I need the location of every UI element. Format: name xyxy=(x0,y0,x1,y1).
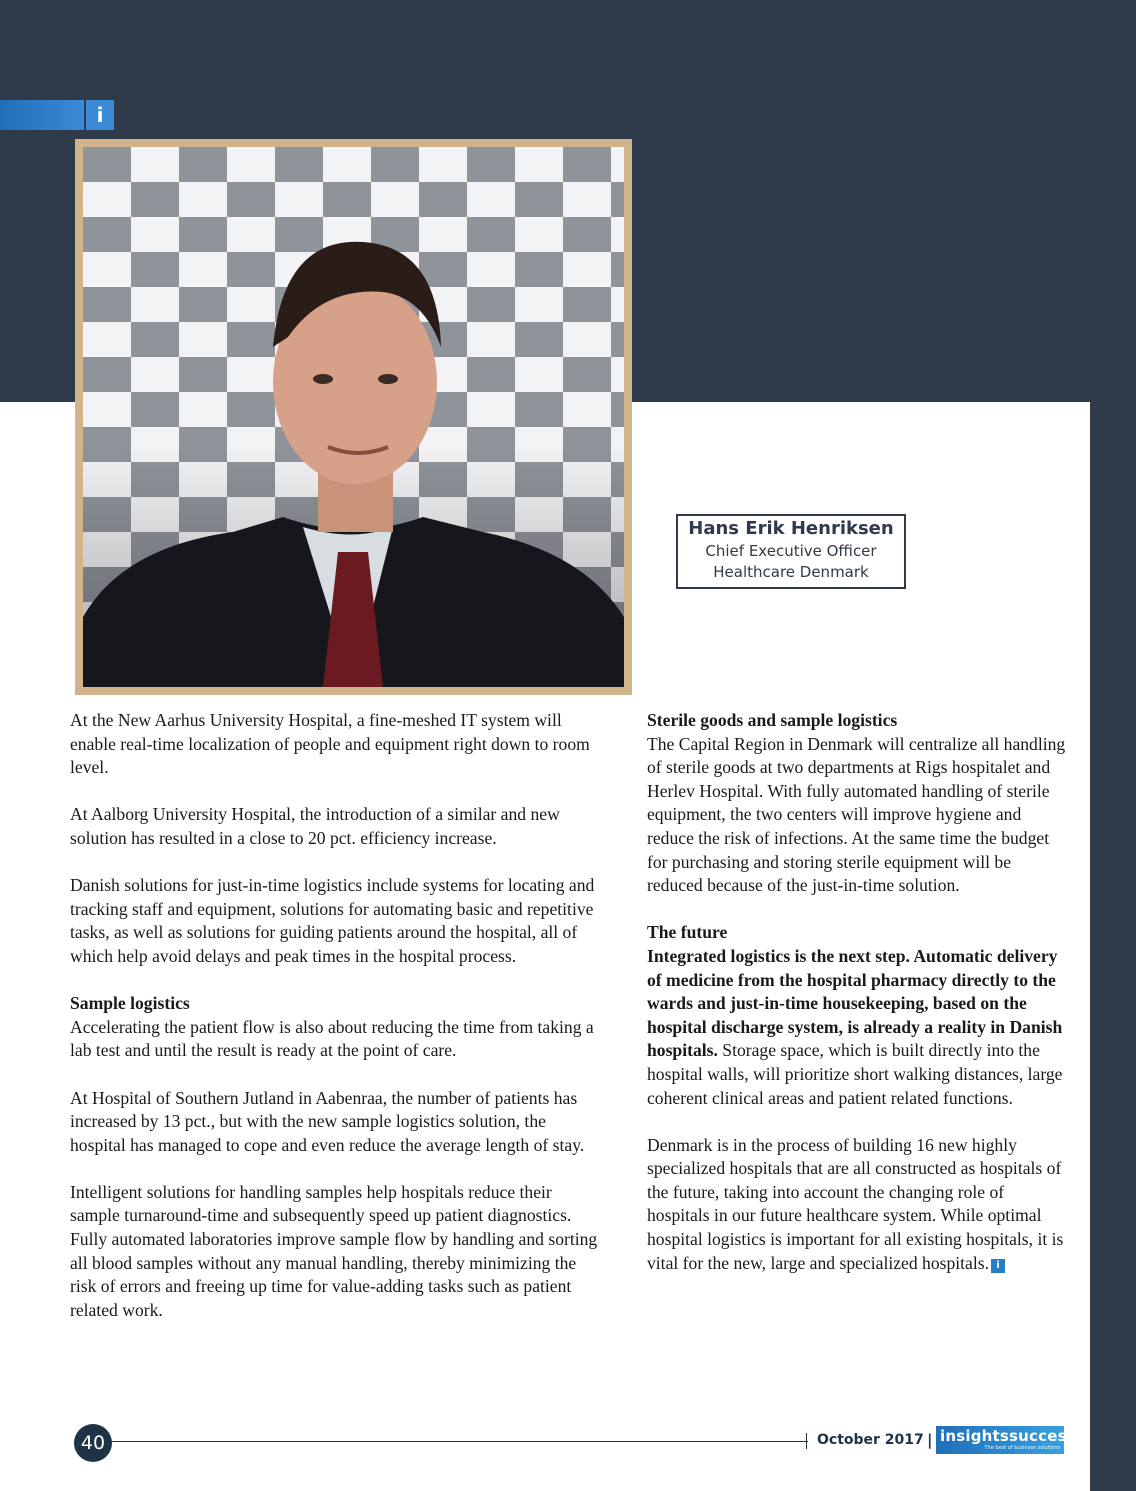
issue-date: October 2017 xyxy=(817,1432,924,1448)
portrait-illustration xyxy=(83,147,624,687)
page-number: 40 xyxy=(74,1424,112,1462)
paragraph xyxy=(647,1134,1067,1276)
article-end-icon: i xyxy=(991,1259,1005,1273)
paragraph-continuation: Storage space, which is built directly into the hospital walls, will prioritize short walking distances, large coherent clinical areas and patient related functions. xyxy=(647,1040,1063,1108)
right-edge-strip xyxy=(1090,0,1136,1491)
magazine-logo-icon: i xyxy=(86,100,114,130)
article-right-column xyxy=(647,709,1067,1299)
person-organization: Healthcare Denmark xyxy=(713,563,869,581)
closing-text: Denmark is in the process of building 16 new highly specialized hospitals that are all constructed as hospitals of the future, taking into account the changing role of hospitals in our future healthcare system. While optimal hospital logistics is important for all existing hospitals, it is vital for the new, large and specialized hospitals. xyxy=(647,1134,1064,1273)
paragraph: Accelerating the patient flow is also about reducing the time from taking a lab test and until the result is ready at the point of care. xyxy=(70,1016,594,1061)
person-name: Hans Erik Henriksen xyxy=(688,518,894,539)
paragraph: Danish solutions for just-in-time logistics include systems for locating and tracking staff and equipment, solutions for automating basic and repetitive tasks, as well as solutions for guiding patients around the hospital, all of which help avoid delays and peak times in the hospital process. xyxy=(70,875,595,966)
section-heading-the-future: The future xyxy=(647,922,728,943)
portrait-caption xyxy=(676,514,906,589)
article-left-column xyxy=(70,709,600,1346)
paragraph: The Capital Region in Denmark will centralize all handling of sterile goods at two departments at Rigs hospitalet and Herlev Hospital. With fully automated handling of sterile equipment, the two centers will improve hygiene and reduce the risk of infections. At the same time the budget for purchasing and storing sterile equipment will be reduced because of the just-in-time solution. xyxy=(647,733,1066,896)
brand-logo xyxy=(936,1426,1076,1454)
section-accent-bar xyxy=(0,100,84,130)
paragraph: At the New Aarhus University Hospital, a fine-meshed IT system will enable real-time localization of people and equipment right down to room level. xyxy=(70,710,590,778)
section-heading-sample-logistics: Sample logistics xyxy=(70,993,190,1014)
brand-tagline: The best of business solutions xyxy=(984,1445,1060,1451)
footer-divider xyxy=(806,1433,807,1449)
portrait-frame xyxy=(75,139,632,695)
footer-rule xyxy=(112,1441,808,1442)
paragraph: At Aalborg University Hospital, the introduction of a similar and new solution has resulted in a close to 20 pct. efficiency increase. xyxy=(70,804,560,848)
paragraph: At Hospital of Southern Jutland in Aabenraa, the number of patients has increased by 13 pct., but with the new sample logistics solution, the hospital has managed to cope and even reduce the average length of stay. xyxy=(70,1087,585,1155)
paragraph xyxy=(647,945,1067,1110)
brand-name: insightssuccess xyxy=(940,1427,1076,1445)
person-role: Chief Executive Officer xyxy=(705,542,877,560)
paragraph: Intelligent solutions for handling samples help hospitals reduce their sample turnaround-time and subsequently speed up patient diagnostics. Fully automated laboratories improve sample flow by handling and sorting all blood samples without any manual handling, thereby minimizing the risk of errors and freeing up time for value-adding tasks such as patient related work. xyxy=(70,1181,598,1320)
footer-separator: | xyxy=(927,1431,933,1449)
portrait-photo xyxy=(83,147,624,687)
lead-text: Integrated logistics is the next step. Automatic delivery of medicine from the hospital pharmacy directly to the wards and just-in-time housekeeping, based on the hospital discharge system, is already a reality in Danish hospitals. xyxy=(647,945,1063,1061)
section-heading-sterile-goods: Sterile goods and sample logistics xyxy=(647,710,898,730)
